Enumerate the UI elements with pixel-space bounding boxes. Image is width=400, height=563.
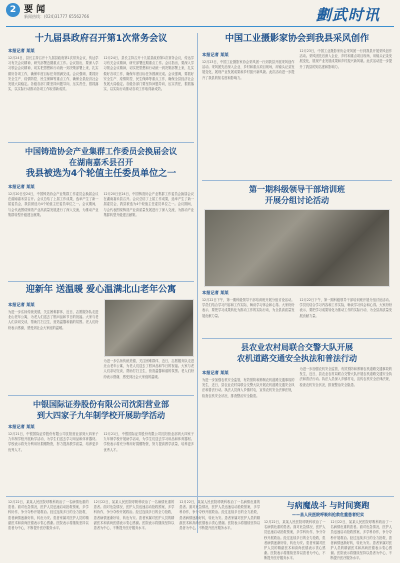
headline: 中国工业摄影家协会到我县采风创作 — [224, 34, 369, 44]
headline: 中银国际证券股份有限公司沈阳营业部 到大四家子九年制学校开展助学活动 — [33, 400, 169, 420]
page-number-badge: 2 — [6, 3, 20, 17]
byline: 本报记者 某某 — [202, 370, 229, 375]
article-body-continued: 为进一步加强农机安全监管，有效预防和遏制农机道路交通事故的发生，近日，县农业农村局联合交警大队开展农机道路交通安全执法和普法行动。执法人员深入乡镇村屯，宣传农机安全法律法规，检查农机安全状况，排查整治安全隐患。 — [299, 367, 392, 387]
divider — [202, 338, 392, 339]
news-photo-elderly-visit — [104, 299, 195, 357]
article-body-continued: 12月22日，某某人民医院呼吸科收治了一名病情危重的患者。面对危急情况，医护人员迅速启动抢救预案，多学科协作，争分夺秒开展救治。经过连续多日的全力抢救，患者病情逐渐好转，转危为安。患者家属对医护人员的精湛医术和高尚医德表示衷心感谢。医院表示将继续坚持以患者为中心，不断提升医疗服务水平。 — [264, 520, 326, 561]
article-body-continued: 12月22日，某某人民医院呼吸科收治了一名病情危重的患者。面对危急情况，医护人员迅速启动抢救预案，多学科协作，争分夺秒开展救治。经过连续多日的全力抢救，患者病情逐渐好转，转危为安。患者家属对医护人员的精湛医术和高尚医德表示衷心感谢。医院表示将继续坚持以患者为中心，不断提升医疗服务水平。 — [179, 500, 261, 531]
article-body: 12月21日，中银国际证券股份有限公司沈阳营业部到大四家子九年制学校开展助学活动，为学生们送去学习用品和体育器材。学校表示将充分利用好捐赠物资，努力提高教学质量，培养更多优秀人才。 — [8, 432, 99, 452]
section-title: 要 闻 — [24, 5, 46, 15]
article-body-continued: 12月22日，某某人民医院呼吸科收治了一名病情危重的患者。面对危急情况，医护人员迅速启动抢救预案，多学科协作，争分夺秒开展救治。经过连续多日的全力抢救，患者病情逐渐好转，转危为安。患者家属对医护人员的精湛医术和高尚医德表示衷心感谢。医院表示将继续坚持以患者为中心，不断提升医疗服务水平。 — [93, 500, 175, 531]
news-photo-training-discussion — [204, 209, 390, 287]
divider — [6, 496, 394, 497]
article-photography-association — [202, 33, 392, 177]
article-body-continued: 12月22日下午，第一期科级领导干部培训班开展分组讨论活动。学员们结合学习内容和工作实际，畅谈学习体会和心得。大家纷纷表示，要把学习成果转化为推动工作的实际行动，为全县高质量发展贡献力量。 — [299, 298, 392, 318]
headline: 十九届县政府召开第1次常务会议 — [34, 34, 168, 44]
subheadline: ——县人民医院呼吸科抢救危重患者纪实 — [292, 512, 364, 517]
byline: 本报记者 某某 — [202, 52, 229, 57]
divider — [202, 180, 392, 181]
divider — [8, 142, 194, 143]
column-divider — [197, 33, 198, 533]
article-body: 12月20日至24日，中国铸造协会产业集群工作委员会换届会议在湖南嘉禾县召开。会议总结了上届工作成果，选举产生了新一届委员会，我县被选为4个轮值主任委员单位之一。会议期间，与会代表围绕铸造产业高质量发展进行了深入交流，为推动产业集群转型升级建言献策。 — [8, 192, 99, 217]
article-body-continued: 12月23日，中国工业摄影家协会采风团一行到我县开展采风创作活动。采风团先后深入企业、乡村和重点项目现场，用镜头记录发展变化，展现产业发展成果和乡村振兴新风貌。此次活动进一步提升了我县的知名度和影响力。 — [299, 49, 392, 69]
article-body-continued: 12月24日，县长主持召开十九届县政府第1次常务会议，传达学习有关会议精神，研究部署近期重点工作。会议指出，要深入学习领会会议精神，切实把思想和行动统一到决策部署上来，扎实做好各项工作，确保年度目标任务圆满完成。会议强调，要抓好安全生产、疫情防控、民生保障等重点工作，确保全县经济社会发展大局稳定。各级各部门要坚持问题导向，压实责任，狠抓落实，以实际行动推动各项工作取得新成效。 — [103, 56, 194, 92]
article-body-continued: 为进一步弘扬传统美德，关注困难群体，近日，志愿服务队走进北山老年公寓，为老人们送去了慰问品和节日的祝福。大家与老人们亲切交谈，帮助打扫卫生，营造温馨和谐的氛围。老人们纷纷表示感谢，感受到社会大家庭的温暖。 — [103, 359, 194, 379]
headline: 迎新年 送温暖 爱心温满北山老年公寓 — [25, 285, 177, 295]
article-body-continued: 12月21日，中银国际证券股份有限公司沈阳营业部到大四家子九年制学校开展助学活动，为学生们送去学习用品和体育器材。学校表示将充分利用好捐赠物资，努力提高教学质量，培养更多优秀人才。 — [103, 432, 194, 452]
article-county-meeting — [8, 33, 194, 139]
byline: 本报记者 某某 — [8, 302, 35, 307]
byline: 本报记者 某某 — [8, 48, 35, 53]
article-hospital-rescue — [8, 500, 392, 560]
byline: 本报记者 某某 — [202, 290, 229, 295]
article-cadre-training — [202, 184, 392, 336]
article-nursing-home — [8, 284, 194, 392]
headline: 第一期科级领导干部培训班 开展分组讨论活动 — [249, 185, 345, 205]
article-body: 12月22日，某某人民医院呼吸科收治了一名病情危重的患者。面对危急情况，医护人员迅速启动抢救预案，多学科协作，争分夺秒开展救治。经过连续多日的全力抢救，患者病情逐渐好转，转危为安。患者家属对医护人员的精湛医术和高尚医德表示衷心感谢。医院表示将继续坚持以患者为中心，不断提升医疗服务水平。 — [8, 500, 89, 531]
article-body-continued: 12月22日，某某人民医院呼吸科收治了一名病情危重的患者。面对危急情况，医护人员迅速启动抢救预案，多学科协作，争分夺秒开展救治。经过连续多日的全力抢救，患者病情逐渐好转，转危为安。患者家属对医护人员的精湛医术和高尚医德表示衷心感谢。医院表示将继续坚持以患者为中心，不断提升医疗服务水平。 — [330, 520, 392, 561]
divider — [8, 281, 194, 282]
newspaper-logo: 劃武时讯 — [315, 6, 380, 24]
article-body: 12月24日，县长主持召开十九届县政府第1次常务会议，传达学习有关会议精神，研究部署近期重点工作。会议指出，要深入学习领会会议精神，切实把思想和行动统一到决策部署上来，扎实做好各项工作，确保年度目标任务圆满完成。会议强调，要抓好安全生产、疫情防控、民生保障等重点工作，确保全县经济社会发展大局稳定。各级各部门要坚持问题导向，压实责任，狠抓落实，以实际行动推动各项工作取得新成效。 — [8, 56, 99, 92]
headline: 县农业农村局联合交警大队开展 农机道路交通安全执法和普法行动 — [237, 343, 357, 363]
article-body: 12月22日下午，第一期科级领导干部培训班开展分组讨论活动。学员们结合学习内容和工作实际，畅谈学习体会和心得。大家纷纷表示，要把学习成果转化为推动工作的实际行动，为全县高质量发展贡献力量。 — [202, 298, 295, 318]
article-body: 12月23日，中国工业摄影家协会采风团一行到我县开展采风创作活动。采风团先后深入企业、乡村和重点项目现场，用镜头记录发展变化，展现产业发展成果和乡村振兴新风貌。此次活动进一步提升了我县的知名度和影响力。 — [202, 60, 295, 80]
article-casting-association — [8, 146, 194, 278]
masthead-meta: 新闻热线：(024)31777 65562766 — [24, 14, 90, 19]
headline: 中国铸造协会产业集群工作委员会换届会议 在湖南嘉禾县召开 我县被选为4个轮值主任委员单位之一 — [25, 147, 177, 179]
byline: 本报记者 某某 — [8, 424, 35, 429]
divider — [8, 395, 194, 396]
masthead — [0, 0, 400, 26]
article-body: 为进一步弘扬传统美德，关注困难群体，近日，志愿服务队走进北山老年公寓，为老人们送去了慰问品和节日的祝福。大家与老人们亲切交谈，帮助打扫卫生，营造温馨和谐的氛围。老人们纷纷表示感谢，感受到社会大家庭的温暖。 — [8, 310, 99, 330]
headline: 与病魔战斗 与时间赛跑 — [286, 501, 370, 510]
article-securities-aid — [8, 399, 194, 493]
byline: 本报记者 某某 — [8, 184, 35, 189]
article-body: 为进一步加强农机安全监管，有效预防和遏制农机道路交通事故的发生，近日，县农业农村局联合交警大队开展农机道路交通安全执法和普法行动。执法人员深入乡镇村屯，宣传农机安全法律法规，检查农机安全状况，排查整治安全隐患。 — [202, 378, 295, 398]
article-body-continued: 12月20日至24日，中国铸造协会产业集群工作委员会换届会议在湖南嘉禾县召开。会议总结了上届工作成果，选举产生了新一届委员会，我县被选为4个轮值主任委员单位之一。会议期间，与会代表围绕铸造产业高质量发展进行了深入交流，为推动产业集群转型升级建言献策。 — [103, 192, 194, 217]
article-agri-traffic-safety — [202, 342, 392, 492]
masthead-rule — [6, 26, 394, 27]
